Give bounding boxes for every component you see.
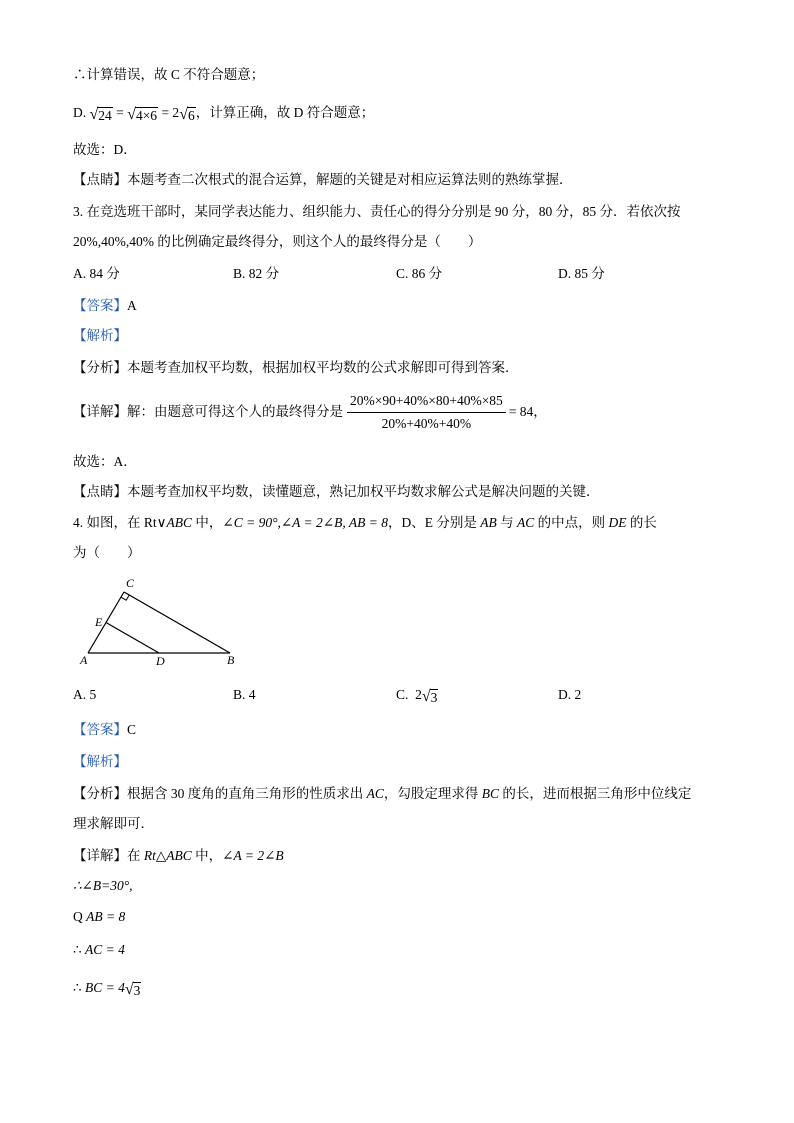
q3-option-d: D. 85 分 (558, 266, 605, 281)
therefore-symbol: ∴ (73, 942, 85, 957)
stem-text: 的长 (626, 515, 657, 530)
answer-tag: 【答案】 (73, 298, 127, 313)
comment-text: 本题考查加权平均数，读懂题意，熟记加权平均数求解公式是解决问题的关键． (127, 484, 600, 499)
q4-stem-line1 (73, 513, 657, 533)
q4-analysis-line2: 理求解即可． (73, 816, 154, 831)
radical-sign: √ (127, 106, 136, 123)
option-d-label: D. (73, 105, 90, 120)
segment-de: DE (608, 515, 627, 530)
stem-text: 中， (192, 515, 223, 530)
q3-comment (73, 482, 600, 502)
q3-answer (73, 296, 137, 316)
q4-stem-line2: 为（ ） (73, 545, 141, 560)
stem-conditions: ∠C = 90°,∠A = 2∠B, AB = 8 (222, 515, 388, 530)
q2-option-d-line (73, 101, 374, 125)
q4-option-c (396, 685, 438, 705)
comment-tag: 【点睛】 (73, 484, 127, 499)
q3-option-b: B. 82 分 (233, 266, 280, 281)
q3-stem-line2: 20%,40%,40% 的比例确定最终得分，则这个人的最终得分是（ ） (73, 234, 482, 249)
option-c-label: C. (396, 687, 416, 702)
triangle-side-bc (124, 592, 230, 653)
radical-sign: √ (124, 981, 134, 998)
segment-bc: BC (481, 786, 500, 801)
equals-sign: = (112, 105, 128, 120)
equals-coefficient: = 2 (158, 105, 180, 120)
radicand: 3 (430, 690, 438, 705)
analysis-text: 根据含 30 度角的直角三角形的性质求出 (127, 786, 367, 801)
step-expression: AB = 8 (86, 909, 126, 924)
segment-ac: AC (516, 515, 535, 530)
radical-24 (90, 107, 113, 123)
q4-solution-tag: 【解析】 (73, 754, 127, 769)
stem-text: 与 (496, 515, 517, 530)
q4-option-d: D. 2 (558, 687, 582, 702)
vertex-label-a: A (80, 653, 88, 667)
detail-text: 中， (191, 848, 223, 863)
detail-text: 解：由题意可得这个人的最终得分是 (127, 404, 343, 419)
q4-detail (73, 846, 284, 866)
option-d-suffix: ，计算正确，故 D 符合题意； (195, 105, 375, 120)
segment-ab: AB (480, 515, 497, 530)
radicand: 6 (187, 108, 195, 123)
radical-4x6 (127, 107, 158, 123)
q3-detail (73, 388, 547, 436)
analysis-text: 的长，进而根据三角形中位线定 (499, 786, 692, 801)
answer-value: A (127, 298, 137, 313)
detail-tag: 【详解】 (73, 404, 127, 419)
fraction-numerator: 20%×90+40%×80+40%×85 (347, 392, 506, 413)
radical-6 (179, 107, 196, 123)
stem-text: 4. 如图，在 Rt (73, 515, 157, 530)
analysis-text: 本题考查加权平均数，根据加权平均数的公式求解即可得到答案． (127, 360, 519, 375)
angle-condition: ∠A = 2∠B (222, 848, 284, 863)
analysis-tag: 【分析】 (73, 360, 127, 375)
radicand: 24 (98, 108, 112, 123)
q4-step-1: ∴∠B=30°, (73, 878, 133, 893)
detail-text: 在 (127, 848, 144, 863)
q2-conclusion-c: ∴计算错误，故 C 不符合题意； (73, 67, 265, 82)
step-expression: AC = 4 (84, 942, 125, 957)
q3-analysis (73, 358, 519, 378)
q4-analysis-line1 (73, 784, 691, 804)
because-symbol: Q (73, 909, 87, 924)
stem-text: 的中点，则 (534, 515, 609, 530)
segment-ac: AC (366, 786, 384, 801)
q4-step-4 (73, 976, 141, 1000)
q4-option-b: B. 4 (233, 687, 256, 702)
radical-sign: √ (179, 106, 188, 123)
q2-comment (73, 170, 573, 190)
q3-option-c: C. 86 分 (396, 266, 443, 281)
analysis-tag: 【分析】 (73, 786, 127, 801)
midline-de (106, 623, 159, 654)
q4-step-3 (73, 940, 125, 960)
radical-sign: √ (421, 688, 431, 705)
radical-3 (422, 689, 439, 705)
point-label-e: E (95, 615, 103, 629)
comment-text: 本题考查二次根式的混合运算，解题的关键是对相应运算法则的熟练掌握． (127, 172, 573, 187)
q4-step-2 (73, 907, 125, 927)
stem-text: ，D、E 分别是 (387, 515, 481, 530)
triangle-name: ∨ABC (156, 515, 193, 530)
fraction-denominator: 20%+40%+40% (381, 415, 472, 431)
answer-value: C (127, 722, 137, 737)
q2-choose: 故选：D． (73, 142, 137, 157)
option-c-coefficient: 2 (415, 687, 422, 702)
q3-solution-tag: 【解析】 (73, 328, 127, 343)
detail-tag: 【详解】 (73, 848, 127, 863)
answer-tag: 【答案】 (73, 722, 127, 737)
q3-choose: 故选：A． (73, 454, 137, 469)
radical-3 (125, 982, 142, 998)
vertex-label-b: B (227, 653, 235, 667)
comment-tag: 【点睛】 (73, 172, 127, 187)
triangle-name: Rt△ABC (143, 848, 192, 863)
q4-option-a: A. 5 (73, 687, 97, 702)
q3-stem-line1: 3. 在竞选班干部时，某同学表达能力、组织能力、责任心的得分分别是 90 分，80 分，85 分．若依次按 (73, 204, 681, 219)
weighted-average-fraction (347, 392, 506, 433)
therefore-symbol: ∴ (73, 980, 85, 995)
q3-option-a: A. 84 分 (73, 266, 120, 281)
radical-sign: √ (89, 106, 99, 123)
vertex-label-c: C (126, 576, 135, 590)
step-expression: BC = 4 (84, 980, 125, 995)
radicand: 4×6 (135, 108, 158, 123)
radicand: 3 (133, 983, 141, 998)
fraction-result: = 84， (508, 404, 547, 419)
q4-answer (73, 720, 136, 740)
point-label-d: D (156, 654, 165, 668)
triangle-figure (70, 574, 250, 674)
analysis-text: ，勾股定理求得 (383, 786, 482, 801)
